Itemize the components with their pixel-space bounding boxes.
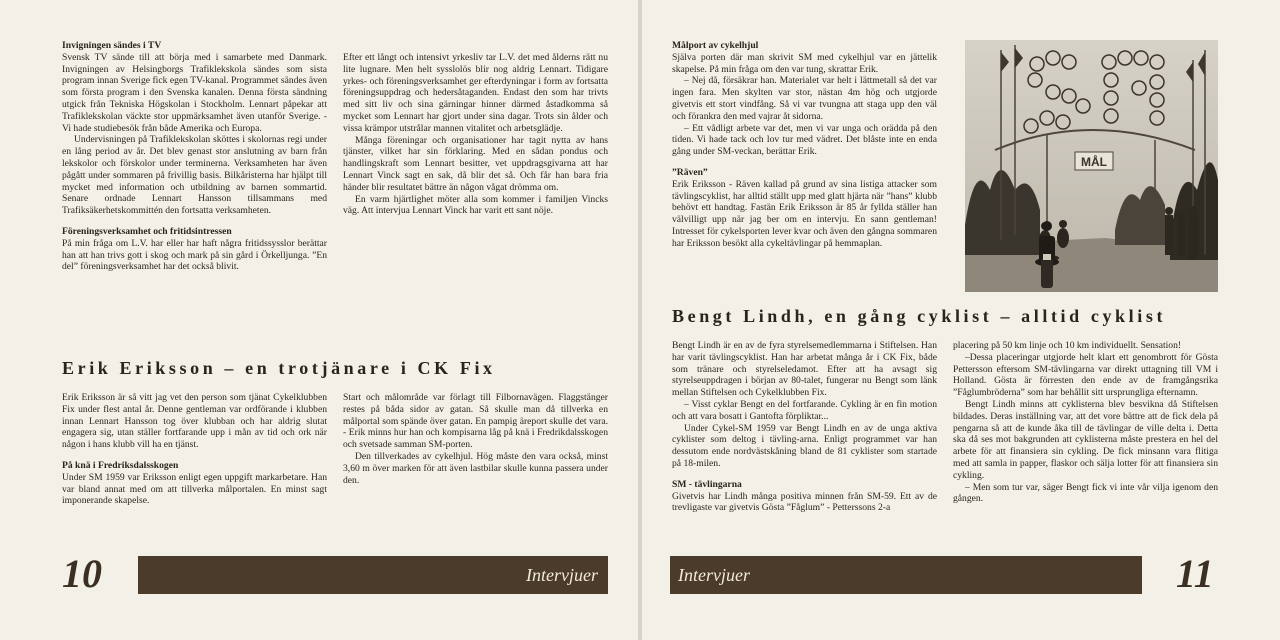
footer-section-label: Intervjuer: [678, 565, 750, 585]
section-heading: Målport av cykelhjul: [672, 40, 759, 51]
page-number: 10: [62, 551, 102, 596]
banner-text: MÅL: [1081, 155, 1107, 169]
photo-illustration: [965, 40, 1218, 292]
paragraph: Under Cykel-SM 1959 var Bengt Lindh en av de unga aktiva cyklister som deltog i tävling-arna. Enligt programmet var han dessutom ende nordvästskåning bland de 81 cyklister som startade på 18-milen.: [672, 422, 937, 469]
section-heading: SM - tävlingarna: [672, 478, 742, 490]
left-top-column-2: [343, 52, 608, 217]
footer-bar: [138, 556, 608, 594]
paragraph: Givetvis har Lindh många positiva minnen från SM-59. Ett av de trevligaste var givetvis Gösta ”Fåglum” - Petterssons 2-a: [672, 490, 937, 514]
paragraph: Erik Eriksson är så vitt jag vet den person som tjänat Cykelklubben Fix under flest antal år. Denne gentleman var ordförande i klubben innan Lennart Hansson tog över klubban och har aldrig slutat engagera sig, utan ställer fortfarande upp i mån av tid och ork när någon i hans klubb vill ha en tjänst.: [62, 392, 327, 451]
footer-section-label: Intervjuer: [526, 565, 598, 585]
section-heading: Invigningen sändes i TV: [62, 40, 162, 51]
paragraph: En varm hjärtlighet möter alla som kommer i familjen Vincks väg. Att intervjua Lennart Vinck har varit ett sant nöje.: [343, 193, 608, 217]
article-title: Bengt Lindh, en gång cyklist – alltid cyklist: [672, 306, 1167, 326]
right-bottom-column-1: [672, 340, 937, 514]
paragraph: Start och målområde var förlagt till Filbornavägen. Flaggstänger restes på båda sidor av gatan. Så skulle man då tillverka en målportal som spände över gatan. En pampig äreport skulle det vara. - Erik minns hur han och kompisarna låg på knä i Fredrikdalsskogen och svetsade samman SM-porten.: [343, 392, 608, 451]
section-heading: På knä i Fredriksdalsskogen: [62, 459, 179, 471]
paragraph: Den tillverkades av cykelhjul. Hög måste den vara också, minst 3,60 m över marken för att även lastbilar skulle kunna passera under den.: [343, 450, 608, 486]
left-page: [0, 0, 638, 640]
section-heading: ”Räven”: [672, 166, 708, 178]
paragraph: Bengt Lindh är en av de fyra styrelsemedlemmarna i Stiftelsen. Han har varit tävlingscyklist. Han har arbetat många år i CK Fix, både som tränare och styrelseledamot. Efter att ha avsagt sig styrelseuppdragen i början av 80-talet, fungerar nu Bengt som länk mellan Stiftelsen och Cykelklubben Fix.: [672, 340, 937, 399]
right-top-column: [672, 40, 937, 250]
paragraph: Många föreningar och organisationer har tagit nytta av hans tjänster, vilket har sin förklaring. Med en sådan pondus och handlingskraft som Lennart besitter, vet uppdragsgivarna att har Lennart Vinck sagt en sak, då blir det så. Och får han bara fria händer blir resultatet bättre än någon vågat drömma om.: [343, 134, 608, 193]
paragraph: placering på 50 km linje och 10 km individuellt. Sensation!: [953, 340, 1182, 351]
paragraph: Efter ett långt och intensivt yrkesliv tar L.V. det med ålderns rätt nu lite lugnare. Men helt sysslolös blir nog aldrig Lennart. Tidigare yrkes- och föreningsverksamhet ger efterdyningar i form av fortsatta föreningsuppdrag och hedersåtaganden. Endast den som har trivts med sitt liv och sina gärningar hinner därmed åstadkomma så mycket som Lennart har gjort under sina dagar. Trots sin ålder och vissa krämpor utstrålar mannen vitalitet och arbetsglädje.: [343, 52, 608, 134]
paragraph: Erik Eriksson - Räven kallad på grund av sina listiga attacker som tävlingscyklist, har alltid ställt upp med glatt hjärta när ”hans” klubb behövt ett handtag. Fastän Erik Eriksson är 85 år fyllda ställer han välvilligt upp när jag ber om en intervju. En sann gentleman! Intresset för cykelsporten lever kvar och även den gångna sommaren har Eriksson besökt alla cykeltävlingar på hemmaplan.: [672, 178, 937, 249]
paragraph: På min fråga om L.V. har eller har haft några fritidssysslor berättar han att han trivs gott i skog och mark på sin gård i Örkelljunga. ”En del” föreningsverksamhet har det också blivit.: [62, 237, 327, 273]
paragraph: Undervisningen på Trafiklekskolan sköttes i skolornas regi under en lång period av år. Det blev genast stor anslutning av barn från lekskolor och förskolor under terminerna. Verksamheten har även pågått under sommaren på frivillig basis. Bilkåristerna har hjälpt till mycket med information och utbildning av barnen sommartid. Senare ordnade Lennart Hansson tillsammans med Trafiksäkerhetskommittén den fortsatta verksamheten.: [62, 134, 327, 217]
left-bottom-column-1: [62, 392, 327, 507]
finish-gate-photo: [965, 40, 1218, 292]
paragraph: – Ett vådligt arbete var det, men vi var unga och orädda på den tiden. Vi hade tack och lov tur med vädret. Det blåste inte en enda gång under SM-veckan, berättar Erik.: [672, 122, 937, 158]
section-heading: Föreningsverksamhet och fritidsintressen: [62, 225, 232, 237]
paragraph: Under SM 1959 var Eriksson enligt egen uppgift markarbetare. Han var bland annat med om att tillverka målportalen. En minst sagt imponerande skapelse.: [62, 471, 327, 507]
left-bottom-column-2: [343, 392, 608, 486]
paragraph: – Men som tur var, säger Bengt fick vi inte vår vilja igenom den gången.: [953, 481, 1218, 505]
paragraph: – Visst cyklar Bengt en del fortfarande. Cykling är en fin motion och att vara bosatt i Gantofta förpliktar...: [672, 398, 937, 422]
paragraph: –Dessa placeringar utgjorde helt klart ett genombrott för Gösta Pettersson eftersom SM-tävlingarna var direkt uttagning till VM i Holland. Gösta är förresten den ende av de framgångsrika ”Fåglumbröderna” som har behållit sitt ursprungliga efternamn.: [953, 351, 1218, 399]
paragraph: – Nej då, försäkrar han. Materialet var helt i lättmetall så det var ingen fara. Men skylten var stor, nästan 4m hög och utgjorde givetvis ett stort vindfång. Så vi var tvungna att staga upp den väl och förankra den med vajrar åt sidorna.: [672, 75, 937, 122]
left-top-column-1: [62, 40, 327, 273]
footer-bar: [670, 556, 1142, 594]
paragraph: Bengt Lindh minns att cyklisterna blev besvikna då Stiftelsen bildades. Deras inställning var, att det vore bättre att de fick dela på pengarna så att de kunde åka till de tävlingar de ville delta i. Detta ska då ses mot bakgrunden att cyklisterna måste prestera en hel del arbete för att finansiera sin cykling. De fick minsann vara flitiga med att samla in papper, flaskor och sälja lotter för att finansiera sin cykling.: [953, 398, 1218, 481]
article-title: Erik Eriksson – en trotjänare i CK Fix: [62, 358, 496, 378]
paragraph: Svensk TV sände till att börja med i samarbete med Danmark. Invigningen av Helsingborgs Trafiklekskola sändes som sista program innan Sverige fick egen TV-kanal. Programmet sändes även som första program i den Svenska kanalen. Denna första sändning utgick från Tekniska Högskolan i Stockholm. Lennart påpekar att Trafiklekskolan väckte stor uppmärksamhet även utanför Sverige. - Vi hade studiebesök från både Amerika och Europa.: [62, 51, 327, 134]
right-bottom-column-2: [953, 340, 1218, 505]
page-number: 11: [1176, 551, 1214, 596]
paragraph: Själva porten där man skrivit SM med cykelhjul var en jättelik skapelse. På min fråga om den var tung, skrattar Erik.: [672, 51, 937, 75]
